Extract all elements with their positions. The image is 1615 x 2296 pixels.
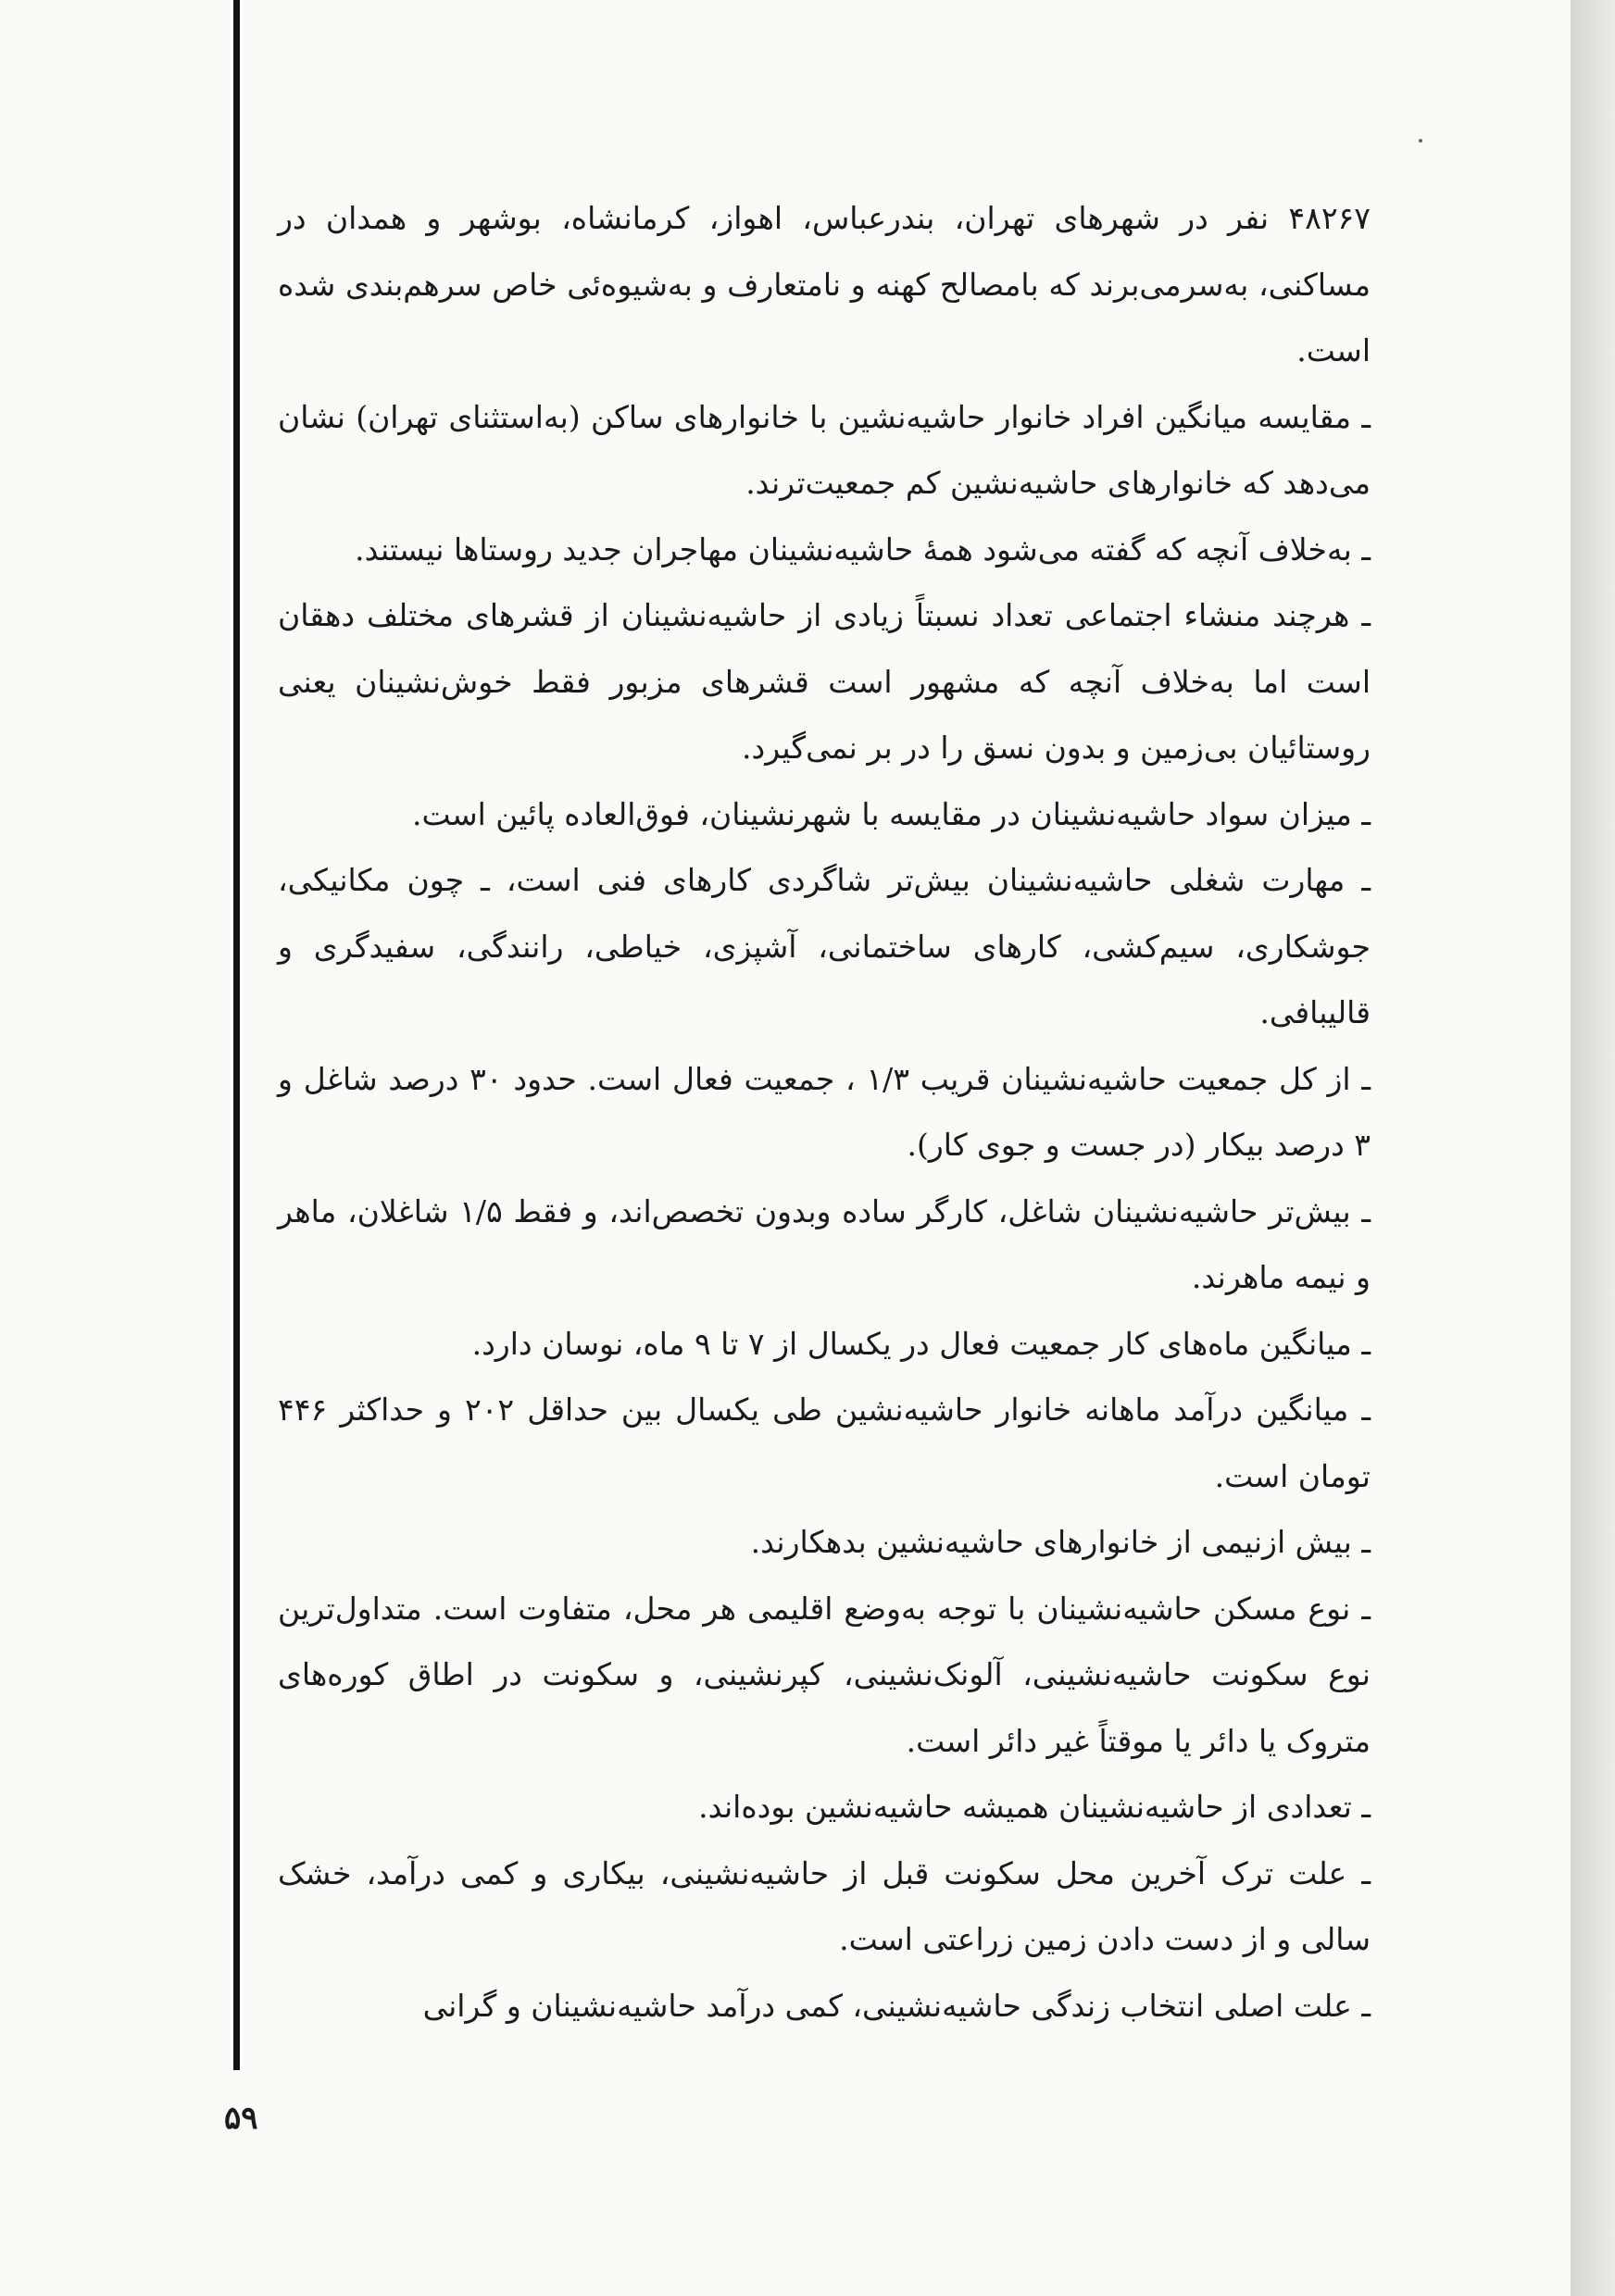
ink-speck: [1419, 139, 1422, 143]
page-number: ۵۹: [224, 2100, 258, 2137]
list-item-15: ـ علت اصلی انتخاب زندگی حاشیه‌نشینی، کمی درآمد حاشیه‌نشینان و گرانی: [422, 1987, 1371, 2024]
list-item-7: ـ از کل جمعیت حاشیه‌نشینان قریب ۱/۳ ، جمعیت فعال است. حدود ۳۰ درصد شاغل و ۳ درصد بیکار (در جست و جوی کار).: [278, 1060, 1371, 1163]
list-item-10: ـ میانگین درآمد ماهانه خانوار حاشیه‌نشین طی یکسال بین حداقل ۲۰۲ و حداکثر ۴۴۶ تومان است.: [278, 1391, 1371, 1494]
list-item-13: ـ تعدادی از حاشیه‌نشینان همیشه حاشیه‌نشین بوده‌اند.: [698, 1789, 1371, 1825]
list-item-6: ـ مهارت شغلی حاشیه‌نشینان بیش‌تر شاگردی کارهای فنی است، ـ چون مکانیکی، جوشکاری، سیم‌کشی، کارهای ساختمانی، آشپزی، خیاطی، رانندگی، سفیدگری و قالیبافی.: [278, 862, 1371, 1030]
paragraph-1: ۴۸۲۶۷ نفر در شهرهای تهران، بندرعباس، اهواز، کرمانشاه، بوشهر و همدان در مساکنی، به‌سرمی‌برند که بامصالح کهنه و نامتعارف و به‌شیوه‌ئی خاص سرهم‌بندی شده است.: [278, 200, 1371, 368]
list-item-4: ـ هرچند منشاء اجتماعی تعداد نسبتاً زیادی از حاشیه‌نشینان از قشرهای مختلف دهقان است اما به‌خلاف آنچه که مشهور است قشرهای مزبور فقط خوش‌نشینان یعنی روستائیان بی‌زمین و بدون نسق را در بر نمی‌گیرد.: [278, 597, 1371, 766]
list-item-14: ـ علت ترک آخرین محل سکونت قبل از حاشیه‌نشینی، بیکاری و کمی درآمد، خشک سالی و از دست دادن زمین زراعتی است.: [278, 1854, 1371, 1957]
scan-edge: [1571, 0, 1615, 2296]
list-item-2: ـ مقایسه میانگین افراد خانوار حاشیه‌نشین با خانوارهای ساکن (به‌استثنای تهران) نشان می‌دهد که خانوارهای حاشیه‌نشین کم جمعیت‌ترند.: [278, 398, 1371, 501]
body-text: [278, 185, 1371, 2039]
list-item-12: ـ نوع مسکن حاشیه‌نشینان با توجه به‌وضع اقلیمی هر محل، متفاوت است. متداول‌ترین نوع سکونت حاشیه‌نشینی، آلونک‌نشینی، کپرنشینی، و سکونت در اطاق کوره‌های متروک یا دائر یا موقتاً غیر دائر است.: [278, 1590, 1371, 1759]
list-item-8: ـ بیش‌تر حاشیه‌نشینان شاغل، کارگر ساده وبدون تخصص‌اند، و فقط ۱/۵ شاغلان، ماهر و نیمه ماهرند.: [278, 1192, 1371, 1295]
list-item-11: ـ بیش ازنیمی از خانوارهای حاشیه‌نشین بدهکارند.: [750, 1524, 1371, 1560]
list-item-5: ـ میزان سواد حاشیه‌نشینان در مقایسه با شهرنشینان، فوق‌العاده پائین است.: [412, 795, 1371, 832]
list-item-3: ـ به‌خلاف آنچه که گفته می‌شود همهٔ حاشیه‌نشینان مهاجران جدید روستاها نیستند.: [355, 530, 1371, 568]
left-margin-rule: [233, 0, 240, 2070]
list-item-9: ـ میانگین ماه‌های کار جمعیت فعال در یکسال از ۷ تا ۹ ماه، نوسان دارد.: [471, 1325, 1371, 1362]
